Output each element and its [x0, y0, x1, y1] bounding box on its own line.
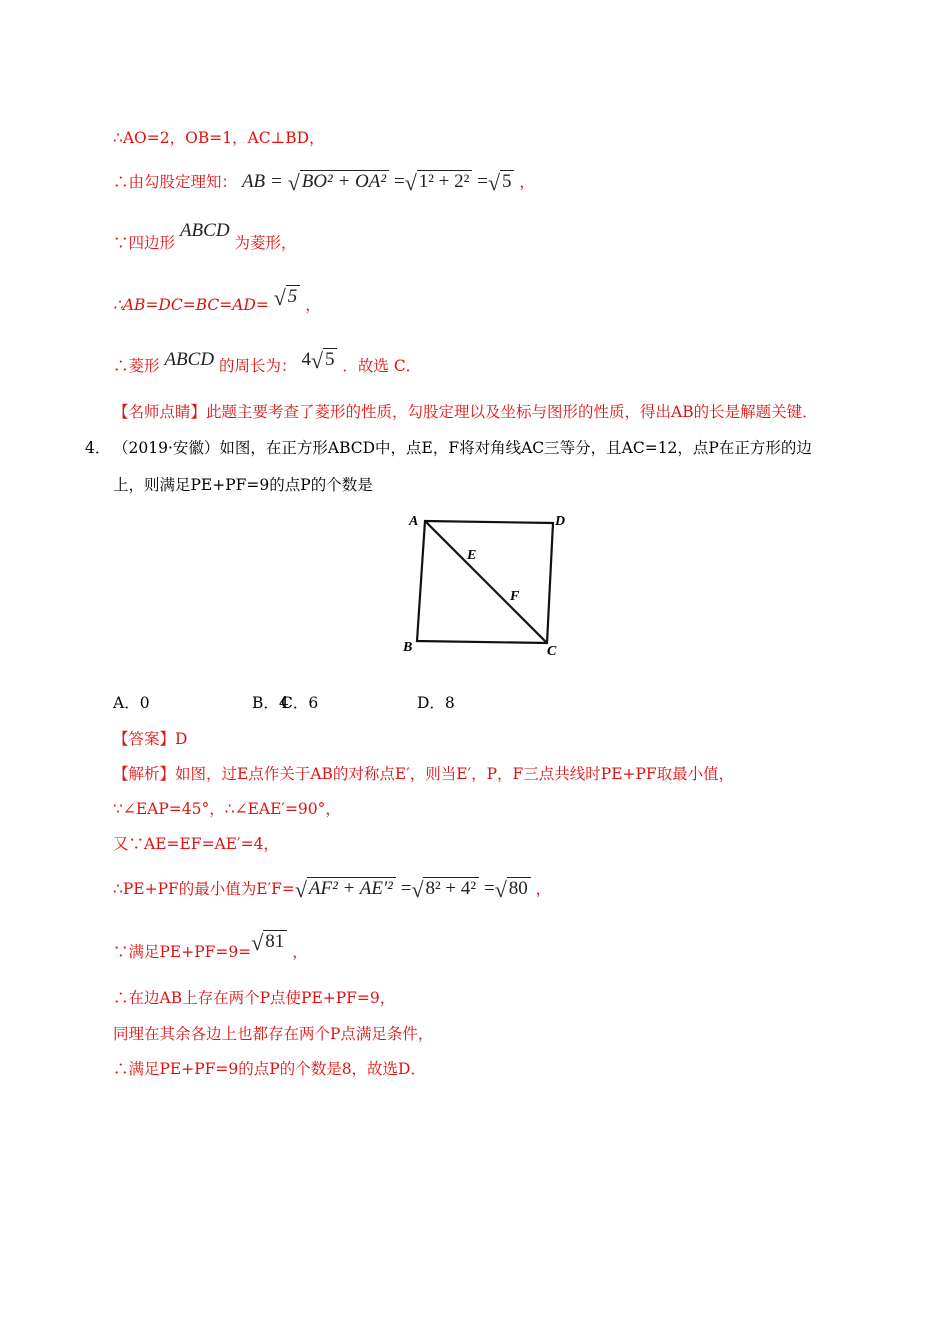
sqrt-8-4: √ 8² + 4² [411, 877, 479, 900]
answer-line [113, 729, 187, 749]
solution-line-4: ∴AB=DC=BC=AD= √ 5 ， [113, 285, 321, 314]
label-c: C [547, 644, 557, 659]
option-c: C．6 [281, 694, 319, 712]
analysis-line-2: ∵∠EAP=45°，∴∠EAE′=90°， [113, 800, 341, 818]
option-b: B．4 [252, 694, 289, 712]
analysis-tag: 【解析】 [113, 765, 176, 783]
square-figure [395, 505, 580, 665]
eq-ab-lhs: AB = [241, 171, 283, 192]
analysis-line-6: ∴在边AB上存在两个P点使PE+PF=9， [113, 989, 396, 1007]
option-a: A．0 [113, 694, 150, 712]
teacher-note [113, 402, 818, 422]
label-e: E [467, 548, 477, 563]
label-a: A [409, 514, 419, 529]
analysis-line-5: ∵满足PE+PF=9= √ 81 ， [113, 930, 308, 961]
question-line-2: 上，则满足PE+PF=9的点P的个数是 [113, 476, 373, 494]
label-b: B [403, 640, 413, 655]
teacher-note-text: 此题主要考查了菱形的性质，勾股定理以及坐标与图形的性质，得出AB的长是解题关键． [206, 403, 818, 421]
abcd-label-2: ABCD [164, 349, 215, 370]
label-f: F [510, 589, 520, 604]
teacher-note-tag: 【名师点睛】 [113, 403, 207, 421]
analysis-line-1: 【解析】如图，过E点作关于AB的对称点E′，则当E′，P，F三点共线时PE+PF取最小值， [113, 765, 735, 783]
answer-tag: 【答案】 [113, 730, 176, 748]
sqrt-5: √ 5 [488, 170, 515, 193]
question-number: 4． [85, 439, 111, 457]
analysis-line-3: 又∵AE=EF=AE′=4， [113, 835, 279, 853]
label-d: D [555, 514, 566, 529]
sqrt-af-ae: √ AF² + AE′² [295, 877, 396, 900]
sqrt-bo-oa: √ BO² + OA² [288, 170, 389, 193]
solution-line-1: ∴AO=2，OB=1，AC⊥BD， [113, 129, 325, 147]
sqrt-1-2: √ 1² + 2² [405, 170, 473, 193]
sqrt-81: √ 81 [251, 930, 287, 953]
solution-line-5: ∴菱形 ABCD 的周长为： 4 √ 5 ．故选 C． [113, 348, 422, 375]
sqrt-5-c: √ 5 [311, 348, 338, 371]
answer-value: D [175, 730, 188, 748]
sqrt-5-b: √ 5 [274, 285, 301, 308]
analysis-line-7: 同理在其余各边上也都存在两个P点满足条件， [113, 1025, 434, 1043]
solution-line-2: ∴由勾股定理知： AB = √ BO² + OA² = √ 1² + 2² = √ 5 ， [113, 170, 535, 195]
abcd-label: ABCD [179, 220, 230, 241]
option-d: D．8 [417, 694, 455, 712]
solution-line-2-prefix: ∴由勾股定理知： [113, 173, 238, 191]
analysis-line-8: ∴满足PE+PF=9的点P的个数是8，故选D． [113, 1060, 426, 1078]
sqrt-80: √ 80 [495, 877, 531, 900]
diagonal-ac [425, 521, 547, 643]
question-line-1: （2019·安徽）如图，在正方形ABCD中，点E，F将对角线AC三等分，且AC=12，点P在正方形的边 [113, 439, 812, 457]
solution-line-3: ∵四边形 ABCD 为菱形， [113, 220, 297, 252]
analysis-line-4: ∴PE+PF的最小值为E′F= √ AF² + AE′² = √ 8² + 4² = √ 80 ， [113, 877, 552, 902]
